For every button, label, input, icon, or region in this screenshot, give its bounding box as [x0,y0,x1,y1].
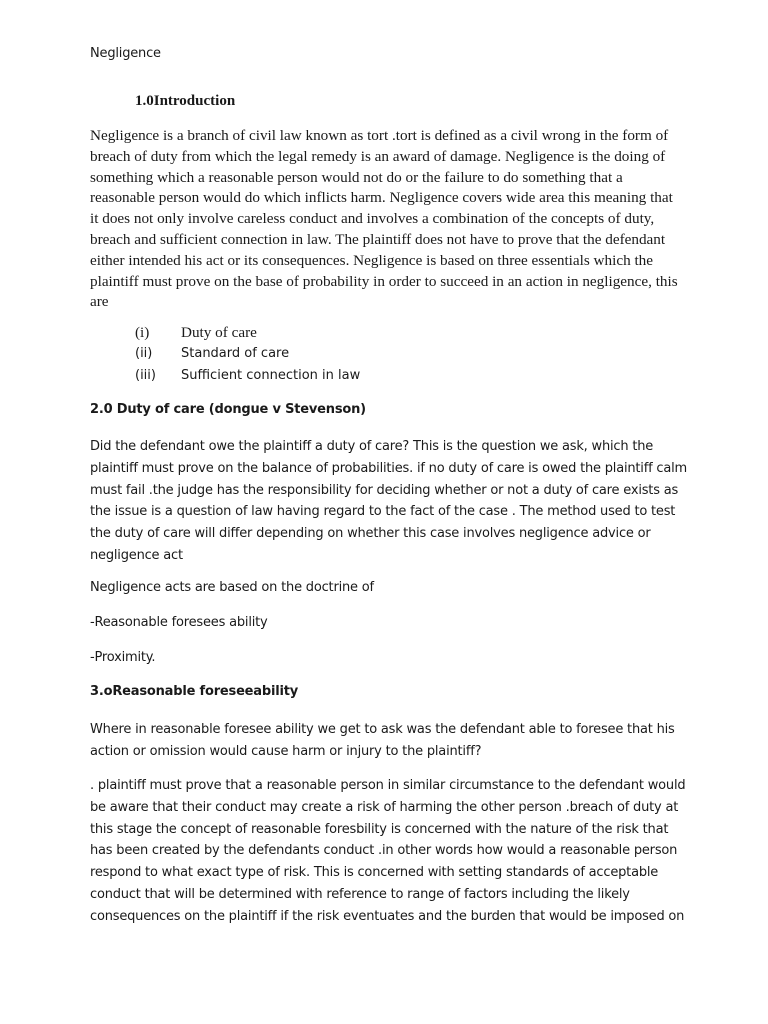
list-item-number: (iii) [135,368,156,383]
introduction-paragraph: Negligence is a branch of civil law known as tort .tort is defined as a civil wrong in the form of breach of duty from which the legal remedy is an award of damage. Negligence is the doing of something which a reasonable person would not do or the failure to do something that a reasonable person would do which inflicts harm. Negligence covers wide area this meaning that it does not only involve careless conduct and involves a combination of the concepts of duty, breach and sufficient connection in law. The plaintiff does not have to prove that the defendant either intended his act or its consequences. Negligence is based on three essentials which the plaintiff must prove on the base of probability in order to succeed in an action in negligence, this are [90,127,678,311]
list-item-number: (i) [135,324,150,341]
list-item-text: Standard of care [181,346,290,361]
list-item-text: Duty of care [181,324,257,341]
doctrine-item-proximity: -Proximity. [90,650,156,665]
duty-of-care-paragraph: Did the defendant owe the plaintiff a duty of care? This is the question we ask, which the plaintiff must prove on the balance of probabilities. if no duty of care is owed the plaintiff calm must fail .the judge has the responsibility for deciding whether or not a duty of care exists as the issue is a question of law having regard to the fact of the case . The method used to test the duty of care will differ depending on whether this case involves negligence advice or negligence act [90,439,687,563]
document-title: Negligence [90,46,161,61]
list-item-number: (ii) [135,346,153,361]
introduction-heading: 1.0Introduction [135,93,236,109]
duty-of-care-heading: 2.0 Duty of care (dongue v Stevenson) [90,402,366,417]
list-item-text: Sufficient connection in law [181,368,361,383]
foreseeability-paragraph-2: . plaintiff must prove that a reasonable person in similar circumstance to the defendant would be aware that their conduct may create a risk of harming the other person .breach of duty at this stage the concept of reasonable foresbility is concerned with the nature of the risk that has been created by the defendants conduct .in other words how would a reasonable person respond to what exact type of risk. This is concerned with setting standards of acceptable conduct that will be determined with reference to range of factors including the likely consequences on the plaintiff if the risk eventuates and the burden that would be imposed on [90,778,686,924]
doctrine-intro: Negligence acts are based on the doctrine of [90,580,374,595]
doctrine-item-foreseeability: -Reasonable foresees ability [90,615,268,630]
foreseeability-paragraph-1: Where in reasonable foresee ability we get to ask was the defendant able to foresee that his action or omission would cause harm or injury to the plaintiff? [90,722,675,759]
foreseeability-heading: 3.oReasonable foreseeability [90,684,299,699]
